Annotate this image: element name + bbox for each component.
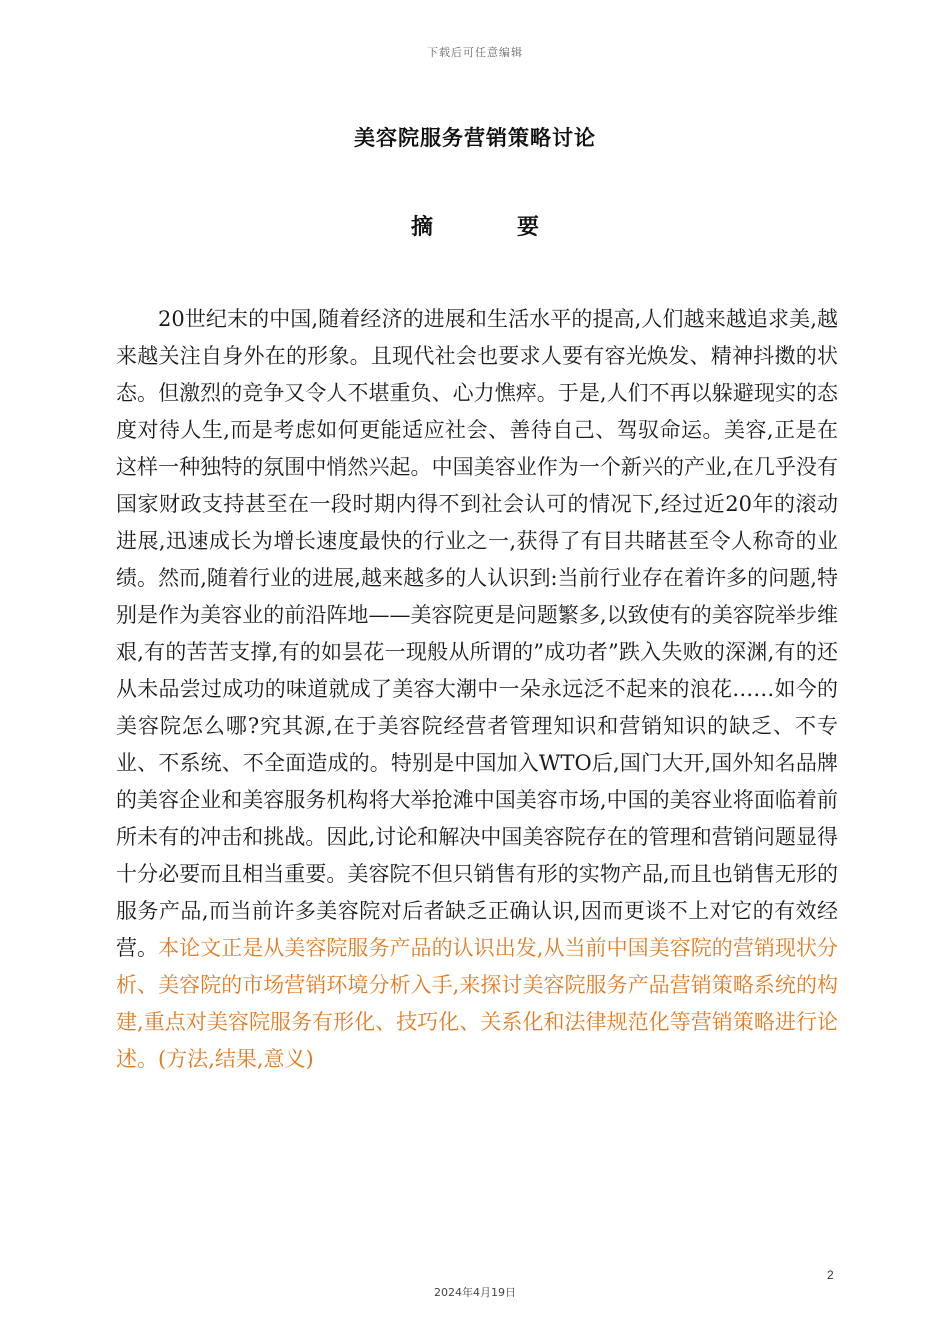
abstract-heading-right: 要 — [517, 215, 540, 240]
abstract-body — [116, 301, 838, 1078]
abstract-heading — [0, 210, 950, 241]
document-title: 美容院服务营销策略讨论 — [354, 126, 596, 150]
abstract-heading-left: 摘 — [410, 215, 433, 240]
page-header: 下载后可任意编辑 — [427, 46, 523, 59]
page-number: 2 — [827, 1268, 834, 1282]
abstract-main-text: 20世纪末的中国,随着经济的进展和生活水平的提高,人们越来越追求美,越来越关注自身外在的形象。且现代社会也要求人要有容光焕发、精神抖擞的状态。但激烈的竞争又令人不堪重负、心力憔瘁。于是,人们不再以躲避现实的态度对待人生,而是考虑如何更能适应社会、善待自己、驾驭命运。美容,正是在这样一种独特的氛围中悄然兴起。中国美容业作为一个新兴的产业,在几乎没有国家财政支持甚至在一段时期内得不到社会认可的情况下,经过近20年的滚动进展,迅速成长为增长速度最快的行业之一,获得了有目共睹甚至令人称奇的业绩。然而,随着行业的进展,越来越多的人认识到:当前行业存在着许多的问题,特别是作为美容业的前沿阵地——美容院更是问题繁多,以致使有的美容院举步维艰,有的苦苦支撑,有的如昙花一现般从所谓的”成功者”跌入失败的深渊,有的还从未品尝过成功的味道就成了美容大潮中一朵永远泛不起来的浪花……如今的美容院怎么哪?究其源,在于美容院经营者管理知识和营销知识的缺乏、不专业、不系统、不全面造成的。特别是中国加入WTO后,国门大开,国外知名品牌的美容企业和美容服务机构将大举抢滩中国美容市场,中国的美容业将面临着前所未有的冲击和挑战。因此,讨论和解决中国美容院存在的管理和营销问题显得十分必要而且相当重要。美容院不但只销售有形的实物产品,而且也销售无形的服务产品,而当前许多美容院对后者缺乏正确认识,因而更谈不上对它的有效经营。 — [116, 307, 838, 960]
abstract-highlight-text: 本论文正是从美容院服务产品的认识出发,从当前中国美容院的营销现状分析、美容院的市场营销环境分析入手,来探讨美容院服务产品营销策略系统的构建,重点对美容院服务有形化、技巧化、关系化和法律规范化等营销策略进行论述。(方法,结果,意义) — [116, 936, 838, 1071]
page-footer-date: 2024年4月19日 — [434, 1286, 516, 1299]
